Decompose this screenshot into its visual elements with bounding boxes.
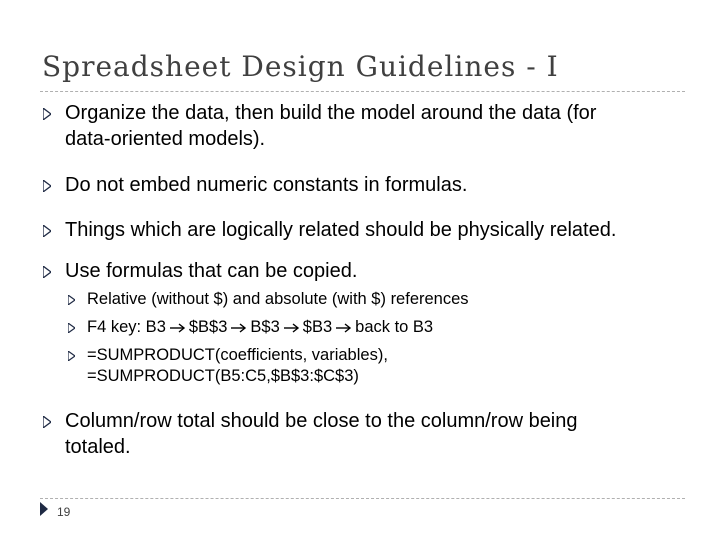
page-number: 19	[57, 505, 71, 519]
slide-title: Spreadsheet Design Guidelines - I	[42, 50, 559, 83]
triangle-bullet-icon	[43, 225, 51, 237]
triangle-bullet-icon	[43, 266, 51, 278]
key-sequence-step: F4 key: B3	[87, 318, 166, 336]
footer-marker-icon	[40, 502, 48, 516]
key-sequence-step: $B$3	[188, 318, 228, 336]
triangle-bullet-icon	[43, 416, 51, 428]
right-arrow-icon	[169, 323, 186, 333]
sub-bullet-text: Relative (without $) and absolute (with $) references	[87, 290, 469, 308]
triangle-bullet-icon	[43, 108, 51, 120]
key-sequence-step: $B3	[302, 318, 333, 336]
triangle-bullet-icon	[68, 323, 75, 333]
footer-divider	[40, 498, 685, 499]
key-sequence-step: B$3	[250, 318, 280, 336]
right-arrow-icon	[283, 323, 300, 333]
right-arrow-icon	[335, 323, 352, 333]
bullet-text: Column/row total should be close to the column/row being	[65, 410, 578, 432]
sub-bullet-text: =SUMPRODUCT(B5:C5,$B$3:$C$3)	[87, 367, 359, 385]
right-arrow-icon	[230, 323, 247, 333]
bullet-text: totaled.	[65, 436, 131, 458]
bullet-text: Things which are logically related should be physically related.	[65, 219, 617, 241]
bullet-text: Do not embed numeric constants in formulas.	[65, 174, 468, 196]
bullet-text: Use formulas that can be copied.	[65, 260, 358, 282]
key-sequence-step: back to B3	[355, 318, 434, 336]
bullet-text: Organize the data, then build the model around the data (for	[65, 102, 597, 124]
bullet-text: data-oriented models).	[65, 128, 266, 150]
sub-bullet-text	[87, 317, 433, 338]
sub-bullet-text: =SUMPRODUCT(coefficients, variables),	[87, 346, 388, 364]
triangle-bullet-icon	[43, 180, 51, 192]
title-divider	[40, 91, 685, 92]
triangle-bullet-icon	[68, 351, 75, 361]
triangle-bullet-icon	[68, 295, 75, 305]
